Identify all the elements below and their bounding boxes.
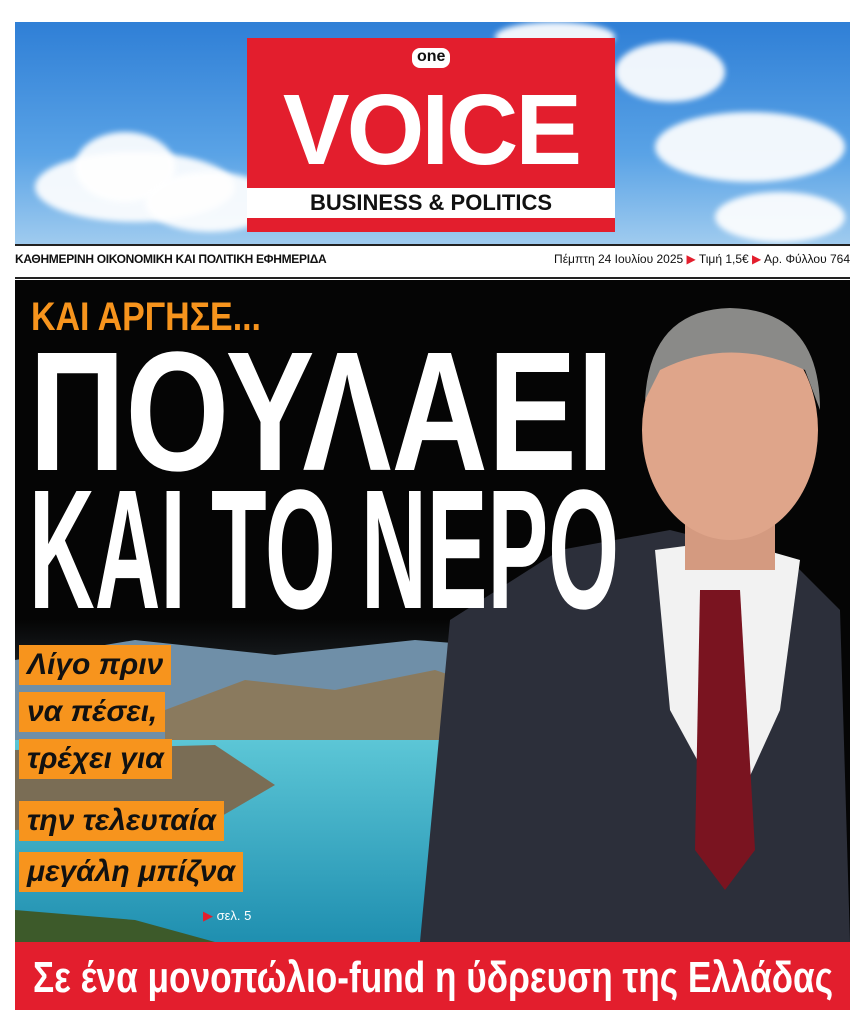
headline-line-1-box [27,340,627,475]
tagline: ΚΑΘΗΜΕΡΙΝΗ ΟΙΚΟΝΟΜΙΚΗ ΚΑΙ ΠΟΛΙΤΙΚΗ ΕΦΗΜΕΡΙΔΑ [15,252,327,266]
headline-line-1: ΠΟΥΛΑΕΙ [29,340,614,475]
logo-subtitle: BUSINESS & POLITICS [247,188,615,218]
kicker-box [29,292,289,336]
divider [15,277,850,279]
masthead-logo[interactable] [247,38,615,232]
sub-line: να πέσει, [19,692,165,732]
kicker: ΚΑΙ ΑΡΓΗΣΕ... [31,295,261,336]
logo-voice: VOICE [282,74,580,186]
date: Πέμπτη 24 Ιουλίου 2025 [554,252,684,266]
sub-line: Λίγο πριν [19,645,171,685]
lead-story[interactable] [15,280,850,942]
logo-one: one [412,48,450,68]
page-ref-text: σελ. 5 [216,908,252,923]
sub-headline [19,645,279,895]
price: Τιμή 1,5€ [698,252,749,266]
sub-line: μεγάλη μπίζνα [19,852,243,892]
bullet-icon: ▶ [203,908,217,923]
sub-line: τρέχει για [19,739,172,779]
issue-number: Αρ. Φύλλου 764 [763,252,850,266]
banner-text: Σε ένα μονοπώλιο-fund η ύδρευση της Ελλάδας [33,953,833,1002]
divider [15,244,850,246]
page-reference[interactable] [203,908,251,924]
sub-line: την τελευταία [19,801,224,841]
bullet-icon: ▶ [686,252,696,266]
bottom-banner[interactable] [15,942,850,1010]
headline-line-2-box [27,478,627,613]
issue-meta [554,251,850,267]
bullet-icon: ▶ [752,252,762,266]
headline-line-2: ΚΑΙ ΤΟ ΝΕΡΟ [29,478,619,613]
